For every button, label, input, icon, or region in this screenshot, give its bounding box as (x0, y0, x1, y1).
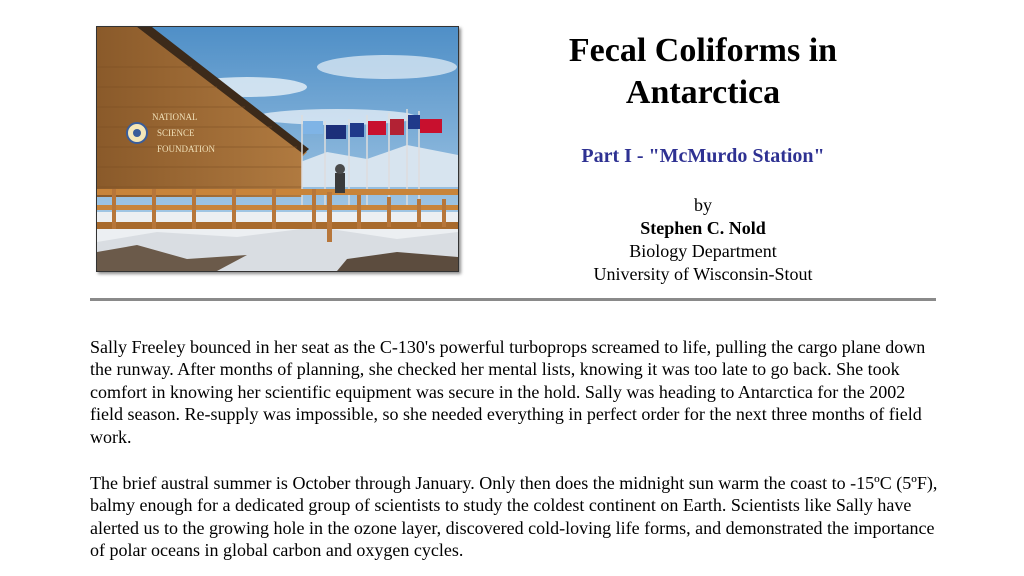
horizontal-divider (90, 298, 936, 301)
body-paragraph-2: The brief austral summer is October through January. Only then does the midnight sun warm the coast to -15ºC (5ºF), balmy enough for a dedicated group of scientists to study the coldest continent on Earth. Scientists like Sally have alerted us to the growing hole in the ozone layer, discovered cold-loving life forms, and demonstrated the importance of polar oceans in global carbon and oxygen cycles. (90, 473, 938, 561)
body-paragraph-1: Sally Freeley bounced in her seat as the C-130's powerful turboprops screamed to life, pulling the cargo plane down the runway. After months of planning, she checked her mental lists, knowing it was too late to go back. She took comfort in knowing her scientific equipment was secure in the hold. Sally was heading to Antarctica for the 2002 field season. Re-supply was impossible, so she needed everything in perfect order for the next three months of field work. (90, 337, 926, 447)
sign-line-3: FOUNDATION (157, 144, 215, 154)
station-building-photo-icon (97, 27, 458, 271)
byline (470, 194, 936, 286)
title-line-2: Antarctica (625, 74, 781, 111)
sign-line-1: NATIONAL (152, 112, 198, 122)
author-name: Stephen C. Nold (640, 218, 766, 238)
part-subtitle: Part I - "McMurdo Station" (581, 145, 825, 167)
title-line-1: Fecal Coliforms in (568, 32, 838, 69)
institution: University of Wisconsin-Stout (593, 264, 813, 284)
page-title (470, 30, 936, 114)
sign-line-2: SCIENCE (157, 128, 195, 138)
department: Biology Department (629, 241, 777, 261)
by-label: by (694, 195, 712, 215)
station-photo (96, 26, 459, 272)
